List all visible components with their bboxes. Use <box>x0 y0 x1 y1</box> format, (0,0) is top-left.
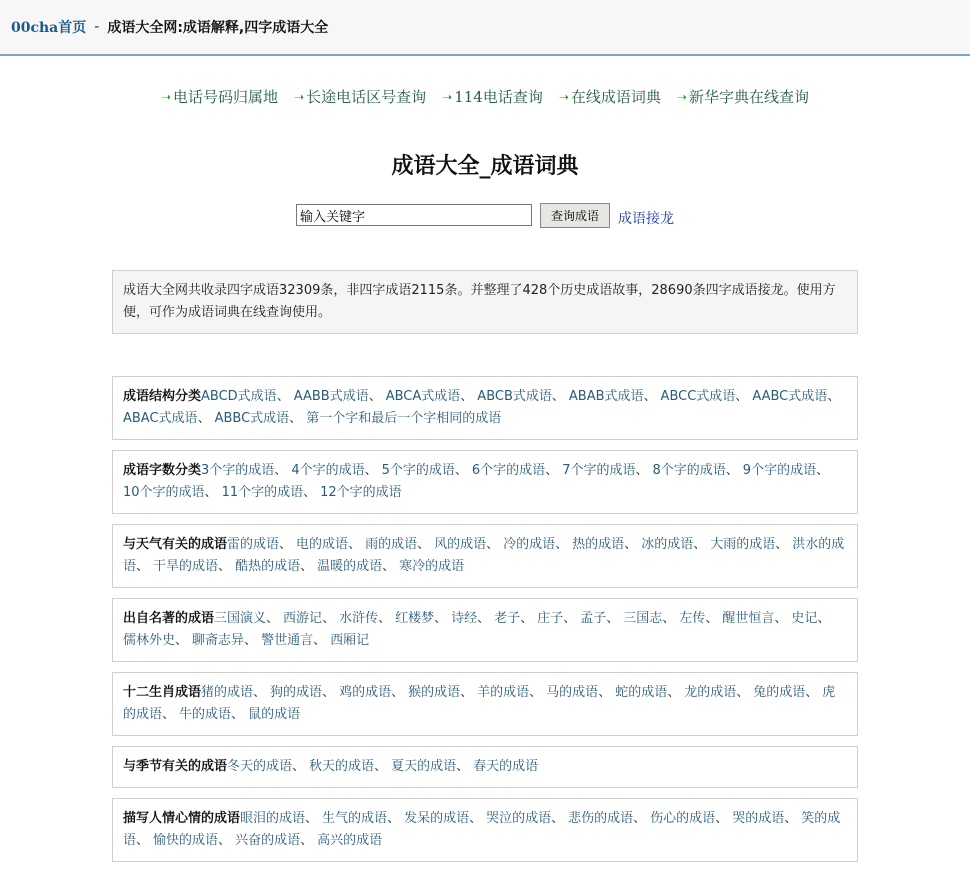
delimiter: 、 <box>817 611 831 626</box>
category-link[interactable]: 4个字的成语 <box>291 463 365 478</box>
delimiter: 、 <box>244 633 258 648</box>
category-label: 与季节有关的成语 <box>123 759 228 774</box>
delimiter: 、 <box>667 685 681 700</box>
category-link[interactable]: 11个字的成语 <box>221 485 304 500</box>
category-link[interactable]: 10个字的成语 <box>123 485 205 500</box>
category-link[interactable]: 笑的成语 <box>123 811 841 848</box>
category-link[interactable]: 第一个字和最后一个字相同的成语 <box>306 411 502 426</box>
category-link[interactable]: 酷热的成语 <box>235 559 301 574</box>
delimiter: 、 <box>417 537 431 552</box>
delimiter: 、 <box>633 811 647 826</box>
category-link[interactable]: 12个字的成语 <box>320 485 402 500</box>
category-link[interactable]: 夏天的成语 <box>391 759 457 774</box>
delimiter: 、 <box>162 707 176 722</box>
delimiter: 、 <box>784 811 798 826</box>
category-box <box>112 524 858 588</box>
category-link[interactable]: 左传 <box>679 611 706 626</box>
category-label: 与天气有关的成语 <box>123 537 228 552</box>
delimiter: 、 <box>322 611 336 626</box>
delimiter: 、 <box>555 537 569 552</box>
category-link[interactable]: 猴的成语 <box>408 685 461 700</box>
category-link[interactable]: 哭泣的成语 <box>486 811 552 826</box>
category-link[interactable]: 儒林外史 <box>123 633 176 648</box>
category-label: 描写人情心情的成语 <box>123 811 241 826</box>
category-link[interactable]: 电的成语 <box>296 537 349 552</box>
category-link[interactable]: 羊的成语 <box>477 685 530 700</box>
delimiter: 、 <box>289 411 303 426</box>
delimiter: 、 <box>736 685 750 700</box>
delimiter: 、 <box>606 611 620 626</box>
category-link[interactable]: 悲伤的成语 <box>568 811 634 826</box>
category-link[interactable]: 秋天的成语 <box>309 759 375 774</box>
delimiter: 、 <box>292 759 306 774</box>
category-link[interactable]: 冷的成语 <box>503 537 556 552</box>
delimiter: 、 <box>598 685 612 700</box>
category-link[interactable]: 聊斋志异 <box>192 633 245 648</box>
category-link[interactable]: 温暖的成语 <box>317 559 383 574</box>
delimiter: 、 <box>175 633 189 648</box>
delimiter: 、 <box>218 559 232 574</box>
category-link[interactable]: 热的成语 <box>572 537 625 552</box>
page-title: 成语大全网:成语解释,四字成语大全 <box>107 20 329 36</box>
delimiter: 、 <box>348 537 362 552</box>
category-label: 十二生肖成语 <box>123 685 202 700</box>
category-link[interactable]: 西游记 <box>283 611 323 626</box>
delimiter: 、 <box>136 559 150 574</box>
category-link[interactable]: ABAB式成语 <box>568 389 644 404</box>
category-link[interactable]: 7个字的成语 <box>562 463 636 478</box>
delimiter: 、 <box>693 537 707 552</box>
delimiter: 、 <box>774 611 788 626</box>
delimiter: 、 <box>274 463 288 478</box>
delimiter: 、 <box>253 685 267 700</box>
category-link[interactable]: 孟子 <box>580 611 607 626</box>
category-link[interactable]: 牛的成语 <box>179 707 232 722</box>
category-link[interactable]: 风的成语 <box>434 537 487 552</box>
delimiter: 、 <box>643 389 657 404</box>
category-link[interactable]: 冰的成语 <box>641 537 694 552</box>
category-link[interactable]: 雷的成语 <box>227 537 280 552</box>
delimiter: 、 <box>305 811 319 826</box>
category-box <box>112 746 858 788</box>
arrow-icon: ➝ <box>676 89 687 104</box>
category-box <box>112 598 858 662</box>
delimiter: 、 <box>705 611 719 626</box>
delimiter: 、 <box>460 389 474 404</box>
delimiter: 、 <box>300 559 314 574</box>
delimiter: 、 <box>816 463 830 478</box>
category-link[interactable]: 洪水的成语 <box>123 537 845 574</box>
category-label: 成语字数分类 <box>123 463 202 478</box>
delimiter: 、 <box>551 811 565 826</box>
category-link[interactable]: 高兴的成语 <box>317 833 383 848</box>
idiom-chain-link[interactable]: 成语接龙 <box>618 211 674 227</box>
category-link[interactable]: 醒世恒言 <box>722 611 775 626</box>
category-link[interactable]: 警世通言 <box>261 633 314 648</box>
delimiter: 、 <box>662 611 676 626</box>
category-link[interactable]: 冬天的成语 <box>227 759 293 774</box>
category-link[interactable]: 三国志 <box>623 611 663 626</box>
delimiter: 、 <box>545 463 559 478</box>
arrow-icon: ➝ <box>558 89 569 104</box>
category-link[interactable]: AABB式成语 <box>293 389 369 404</box>
quick-links <box>0 86 970 107</box>
delimiter: 、 <box>725 463 739 478</box>
category-link[interactable]: ABBC式成语 <box>214 411 290 426</box>
category-link[interactable]: 雨的成语 <box>365 537 418 552</box>
category-link[interactable]: 伤心的成语 <box>650 811 716 826</box>
delimiter: 、 <box>469 811 483 826</box>
category-link[interactable]: 寒冷的成语 <box>399 559 465 574</box>
search-input[interactable] <box>296 204 532 226</box>
delimiter: 、 <box>303 485 317 500</box>
category-link[interactable]: 鸡的成语 <box>339 685 392 700</box>
category-link[interactable]: 6个字的成语 <box>471 463 546 478</box>
category-link[interactable]: 红楼梦 <box>395 611 435 626</box>
delimiter: 、 <box>276 389 290 404</box>
category-link[interactable]: 发呆的成语 <box>404 811 470 826</box>
arrow-icon: ➝ <box>160 89 172 104</box>
category-box <box>112 376 858 440</box>
category-link[interactable]: 猪的成语 <box>201 685 254 700</box>
link-xinhua[interactable]: ➝ 新华字典在线查询 <box>676 88 809 106</box>
delimiter: 、 <box>266 611 280 626</box>
category-link[interactable]: 老子 <box>494 611 521 626</box>
main-heading: 成语大全_成语词典 <box>391 153 579 179</box>
delimiter: 、 <box>635 463 649 478</box>
category-link[interactable]: 鼠的成语 <box>248 707 301 722</box>
delimiter: 、 <box>454 463 468 478</box>
delimiter: 、 <box>715 811 729 826</box>
delimiter: 、 <box>300 833 314 848</box>
search-button[interactable]: 查询成语 <box>540 203 610 228</box>
link-phone-location[interactable]: ➝ 电话号码归属地 <box>160 88 279 106</box>
delimiter: 、 <box>136 833 150 848</box>
category-link[interactable]: ABCA式成语 <box>385 389 461 404</box>
category-link[interactable]: 哭的成语 <box>732 811 785 826</box>
category-link[interactable]: 史记 <box>791 611 818 626</box>
delimiter: 、 <box>460 685 474 700</box>
delimiter: 、 <box>197 411 211 426</box>
category-link[interactable]: 干旱的成语 <box>153 559 219 574</box>
delimiter: 、 <box>368 389 382 404</box>
delimiter: 、 <box>218 833 232 848</box>
delimiter: 、 <box>322 685 336 700</box>
category-link[interactable]: ABCB式成语 <box>477 389 552 404</box>
delimiter: 、 <box>775 537 789 552</box>
category-link[interactable]: 西厢记 <box>330 633 370 648</box>
category-link[interactable]: 水浒传 <box>339 611 379 626</box>
home-link[interactable]: 00cha首页 <box>11 20 87 36</box>
delimiter: 、 <box>378 611 392 626</box>
search-area <box>0 202 970 228</box>
category-link[interactable]: 3个字的成语 <box>201 463 275 478</box>
category-link[interactable]: 8个字的成语 <box>652 463 726 478</box>
delimiter: 、 <box>434 611 448 626</box>
delimiter: 、 <box>279 537 293 552</box>
delimiter: 、 <box>551 389 565 404</box>
category-link[interactable]: 蛇的成语 <box>615 685 668 700</box>
delimiter: 、 <box>313 633 327 648</box>
arrow-icon: ➝ <box>294 89 305 104</box>
category-box <box>112 450 858 514</box>
delimiter: 、 <box>364 463 378 478</box>
link-idiom-dictionary[interactable]: ➝ 在线成语词典 <box>558 88 661 106</box>
category-link[interactable]: 虎的成语 <box>123 685 836 722</box>
category-link[interactable]: 马的成语 <box>546 685 599 700</box>
category-link[interactable]: ABCD式成语 <box>201 389 277 404</box>
category-box <box>112 672 858 736</box>
delimiter: 、 <box>735 389 749 404</box>
delimiter: 、 <box>563 611 577 626</box>
delimiter: 、 <box>486 537 500 552</box>
top-bar <box>0 0 970 56</box>
delimiter: 、 <box>387 811 401 826</box>
category-link[interactable]: 眼泪的成语 <box>240 811 306 826</box>
category-link[interactable]: 5个字的成语 <box>381 463 455 478</box>
delimiter: 、 <box>805 685 819 700</box>
category-box <box>112 798 858 862</box>
category-link[interactable]: 春天的成语 <box>473 759 539 774</box>
delimiter: 、 <box>204 485 218 500</box>
category-label: 出自名著的成语 <box>123 611 215 626</box>
delimiter: 、 <box>231 707 245 722</box>
category-link[interactable]: 狗的成语 <box>270 685 323 700</box>
category-link[interactable]: 生气的成语 <box>322 811 388 826</box>
breadcrumb-separator: - <box>94 19 100 35</box>
category-link[interactable]: 兴奋的成语 <box>235 833 301 848</box>
link-114[interactable]: ➝ 114电话查询 <box>442 88 543 106</box>
delimiter: 、 <box>477 611 491 626</box>
arrow-icon: ➝ <box>442 89 453 104</box>
category-link[interactable]: 诗经 <box>451 611 478 626</box>
category-link[interactable]: 三国演义 <box>214 611 267 626</box>
delimiter: 、 <box>391 685 405 700</box>
category-link[interactable]: ABCC式成语 <box>660 389 736 404</box>
category-link[interactable]: 大雨的成语 <box>710 537 776 552</box>
delimiter: 、 <box>827 389 841 404</box>
category-link[interactable]: ABAC式成语 <box>123 411 198 426</box>
delimiter: 、 <box>374 759 388 774</box>
delimiter: 、 <box>624 537 638 552</box>
delimiter: 、 <box>382 559 396 574</box>
delimiter: 、 <box>456 759 470 774</box>
category-link[interactable]: 龙的成语 <box>684 685 737 700</box>
category-link[interactable]: 9个字的成语 <box>742 463 817 478</box>
category-link[interactable]: 庄子 <box>537 611 564 626</box>
category-link[interactable]: AABC式成语 <box>752 389 828 404</box>
category-link[interactable]: 愉快的成语 <box>153 833 219 848</box>
delimiter: 、 <box>520 611 534 626</box>
category-link[interactable]: 兔的成语 <box>753 685 806 700</box>
intro-box: 成语大全网共收录四字成语32309条，非四字成语2115条。并整理了428个历史成语故事，28690条四字成语接龙。使用方便，可作为成语词典在线查询使用。 <box>112 270 858 334</box>
link-area-code[interactable]: ➝ 长途电话区号查询 <box>294 88 427 106</box>
delimiter: 、 <box>529 685 543 700</box>
category-label: 成语结构分类 <box>123 389 202 404</box>
